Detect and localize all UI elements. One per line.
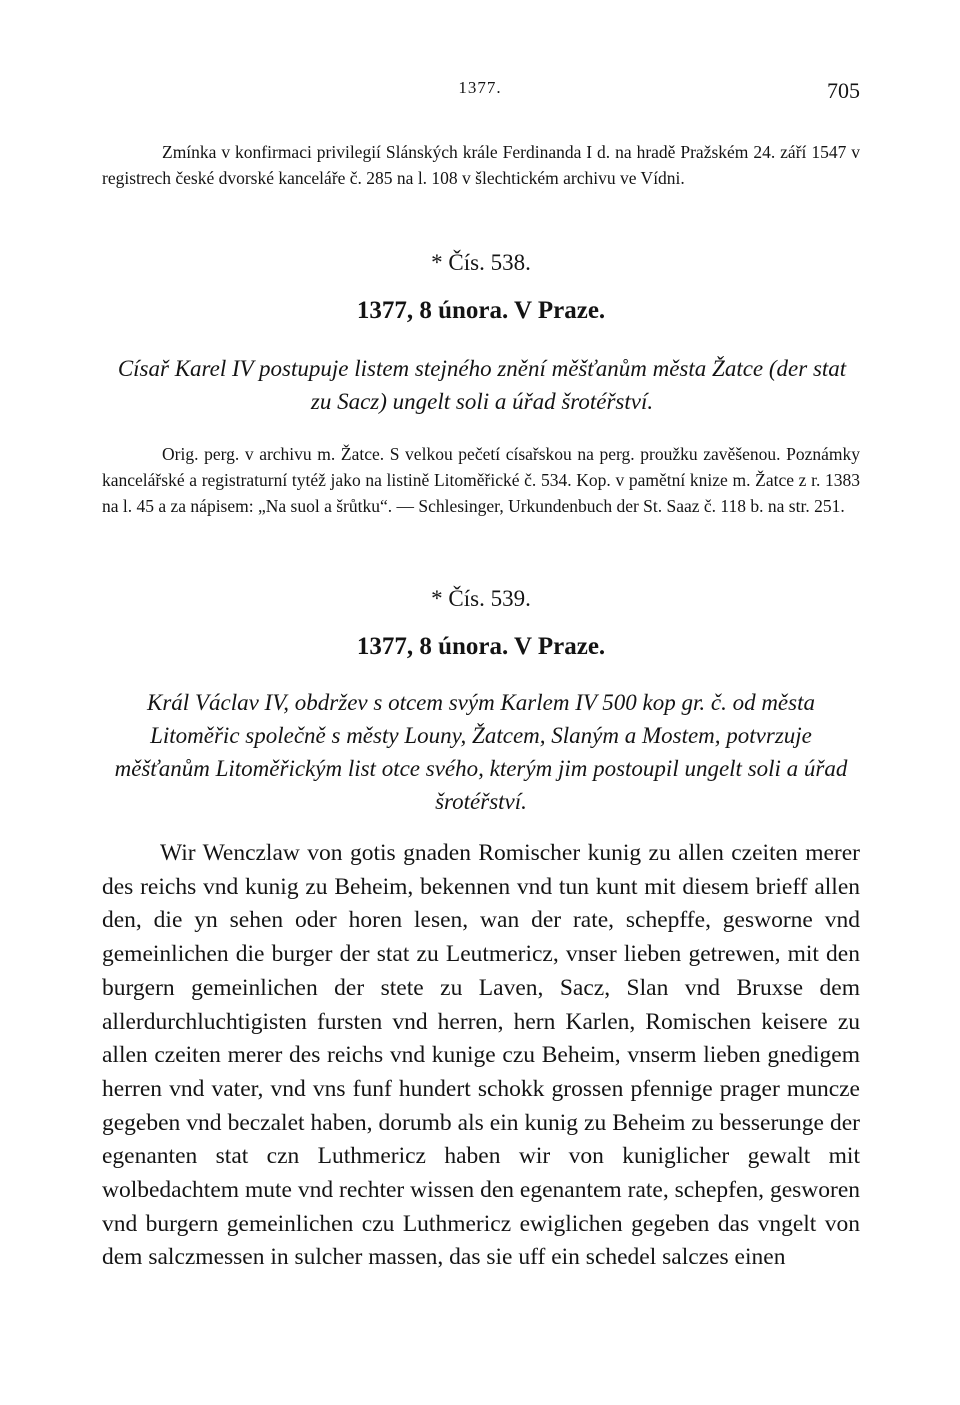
doc-538-regest: Císař Karel IV postupuje listem stejného znění měšťanům města Žatce (der stat zu Sacz) ungelt soli a úřad šrotéřství. bbox=[117, 356, 847, 414]
doc-539-date: 1377, 8 února. V Praze. bbox=[356, 633, 606, 660]
doc-538-number-block bbox=[102, 250, 860, 276]
doc-539-number-block bbox=[102, 586, 860, 612]
doc-538-notes: Orig. perg. v archivu m. Žatce. S velkou pečetí císařskou na perg. proužku zavěšenou. Poznámky kancelářské a registraturní tytéž jako na listině Litoměřické č. 534. Kop. v pamětní knize m. Žatce z r. 1383 na l. 45 a za nápisem: „Na suol a šrůtku“. — Schlesinger, Urkundenbuch der St. Saaz č. 118 b. na str. 251. bbox=[102, 444, 860, 516]
doc-539-text: Wir Wenczlaw von gotis gnaden Romischer kunig zu allen czeiten merer des reichs vnd kunig zu Beheim, bekennen vnd tun kunt mit diesem brieff allen den, die yn sehen oder horen lesen, wan der rate, schepffe, gesworne vnd gemeinlichen die burger der stat zu Leutmericz, vnser lieben getrewen, mit den burgern gemeinlichen der stete zu Laven, Sacz, Slan vnd Bruxse dem allerdurchluchtigisten fursten vnd herren, hern Karlen, Romischen keisere zu allen czeiten merer des reichs vnd kunige czu Beheim, vnserm lieben gnedigem herren vnd vater, vnd vns funf hundert schokk grossen pfennige prager muncze gegeben vnd beczalet haben, dorumb als ein kunig zu Beheim zu besserunge der egenanten stat czn Luthmericz haben wir von kuniglicher gewalt mit wolbedachtem mute vnd rechter wissen den egenantem rate, schepfen, gesworen vnd burgern gemeinlichen czu Luthmericz ewiglichen gegeben das vngelt von dem salczmessen in sulcher massen, das sie uff ein schedel salczes einen bbox=[102, 840, 860, 1271]
doc-539-number: * Čís. 539. bbox=[431, 586, 531, 611]
intro-note: Zmínka v konfirmaci privilegií Slánských krále Ferdinanda I d. na hradě Pražském 24. září 1547 v registrech české dvorské kanceláře č. 285 na l. 108 v šlechtickém archivu ve Vídni. bbox=[102, 142, 860, 188]
doc-538-date: 1377, 8 února. V Praze. bbox=[356, 297, 606, 324]
running-head bbox=[100, 78, 860, 102]
page-number: 705 bbox=[827, 78, 860, 103]
doc-538-notes-block bbox=[102, 441, 860, 519]
doc-538-number: * Čís. 538. bbox=[431, 250, 531, 275]
intro-note-block bbox=[102, 139, 860, 191]
doc-538-date-block bbox=[102, 297, 860, 325]
doc-539-text-block bbox=[102, 837, 860, 1275]
doc-538-regest-block bbox=[112, 352, 852, 418]
doc-539-regest: Král Václav IV, obdržev s otcem svým Karlem IV 500 kop gr. č. od města Litoměřic společně s městy Louny, Žatcem, Slaným a Mostem, potvrzuje měšťanům Litoměřickým list otce svého, kterým jim postoupil ungelt soli a úřad šrotéřství. bbox=[114, 690, 848, 814]
running-head-year: 1377. bbox=[458, 78, 502, 97]
doc-539-date-block bbox=[102, 633, 860, 661]
doc-539-regest-block bbox=[102, 686, 860, 818]
